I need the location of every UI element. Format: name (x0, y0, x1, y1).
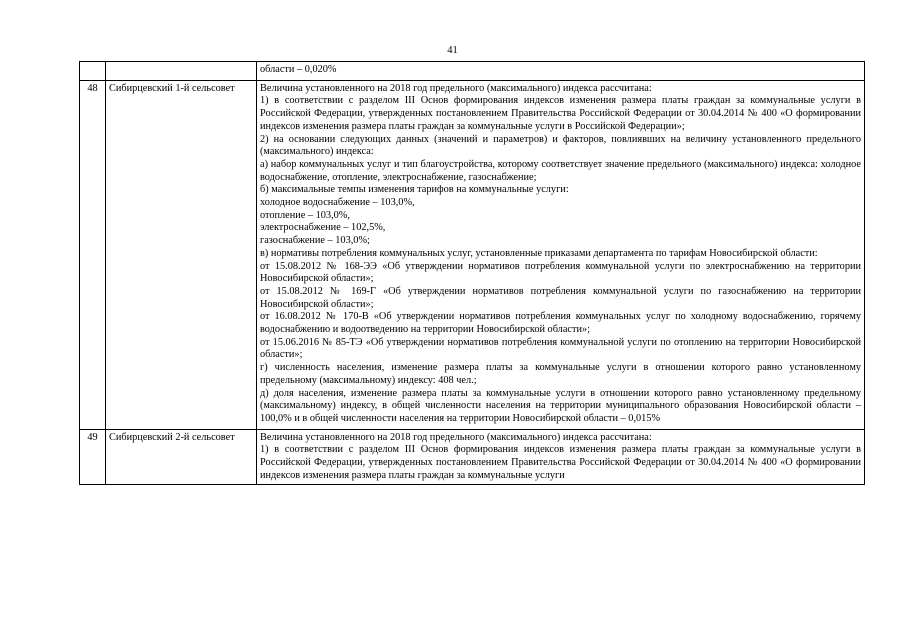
settlement-name: Сибирцевский 2-й сельсовет (106, 429, 257, 484)
description-paragraph: г) численность населения, изменение размера платы за коммунальные услуги в отношении которого равно установленному предельному (максимальному) индексу: 408 чел.; (260, 362, 861, 386)
row-number: 49 (80, 429, 106, 484)
description-paragraph: б) максимальные темпы изменения тарифов на коммунальные услуги: (260, 184, 569, 196)
tariff-line: отопление – 103,0%, (260, 209, 350, 221)
tariff-line: холодное водоснабжение – 103,0%, (260, 197, 415, 209)
description-paragraph: 2) на основании следующих данных (значений и параметров) и факторов, повлиявших на величину установленного предельного (максимального) индекса: (260, 133, 861, 158)
description-cell (257, 62, 865, 81)
description-paragraph: Величина установленного на 2018 год предельного (максимального) индекса рассчитана: (260, 82, 652, 94)
description-cell (257, 80, 865, 429)
table-row-48 (80, 80, 865, 429)
description-paragraph: в) нормативы потребления коммунальных услуг, установленные приказами департамента по тарифам Новосибирской области: (260, 247, 818, 259)
tariff-line: газоснабжение – 103,0%; (260, 235, 370, 247)
page-number: 41 (447, 45, 458, 56)
row-number (80, 62, 106, 81)
settlement-name (106, 62, 257, 81)
order-reference: от 15.08.2012 № 168-ЭЭ «Об утверждении нормативов потребления коммунальной услуги по электроснабжению на территории Новосибирской области»; (260, 260, 861, 285)
description-paragraph: области – 0,020% (260, 64, 337, 75)
table-row-49 (80, 429, 865, 484)
order-reference: от 16.08.2012 № 170-В «Об утверждении нормативов потребления коммунальных услуг по холодному водоснабжению, горячему водоснабжению и водоотведению на территории Новосибирской области»; (260, 311, 861, 336)
description-paragraph: а) набор коммунальных услуг и тип благоустройства, которому соответствует значение предельного (максимального) индекса: холодное водоснабжение, отопление, электроснабжение, газоснабжение; (260, 158, 861, 183)
order-reference: от 15.06.2016 № 85-ТЭ «Об утверждении нормативов потребления коммунальной услуги по отоплению на территории Новосибирской области»; (260, 336, 861, 361)
description-paragraph: 1) в соответствии с разделом III Основ формирования индексов изменения размера платы граждан за коммунальные услуги в Российской Федерации, утвержденных постановлением Правительства Российской Федерации от 30.04.2014 № 400 «О формировании индексов изменения размера платы граждан за коммунальные услуги (260, 444, 861, 481)
description-paragraph: д) доля населения, изменение размера платы за коммунальные услуги в отношении которого равно установленному предельному (максимальному) индексу, в общей численности населения на территории муниципального образования Новосибирской области – 100,0% и в общей численности населения на территории Новосибирской области – 0,015% (260, 387, 861, 424)
order-reference: от 15.08.2012 № 169-Г «Об утверждении нормативов потребления коммунальной услуги по газоснабжению на территории Новосибирской области»; (260, 285, 861, 310)
description-paragraph: 1) в соответствии с разделом III Основ формирования индексов изменения размера платы граждан за коммунальные услуги в Российской Федерации, утвержденных постановлением Правительства Российской Федерации от 30.04.2014 № 400 «О формировании индексов изменения размера платы граждан за коммунальные услуги в Российской Федерации»; (260, 95, 861, 132)
row-number: 48 (80, 80, 106, 429)
description-cell (257, 429, 865, 484)
table-row-continuation (80, 62, 865, 81)
tariff-line: электроснабжение – 102,5%, (260, 222, 386, 234)
description-paragraph: Величина установленного на 2018 год предельного (максимального) индекса рассчитана: (260, 431, 652, 443)
settlement-name: Сибирцевский 1-й сельсовет (106, 80, 257, 429)
indices-table (79, 61, 865, 485)
